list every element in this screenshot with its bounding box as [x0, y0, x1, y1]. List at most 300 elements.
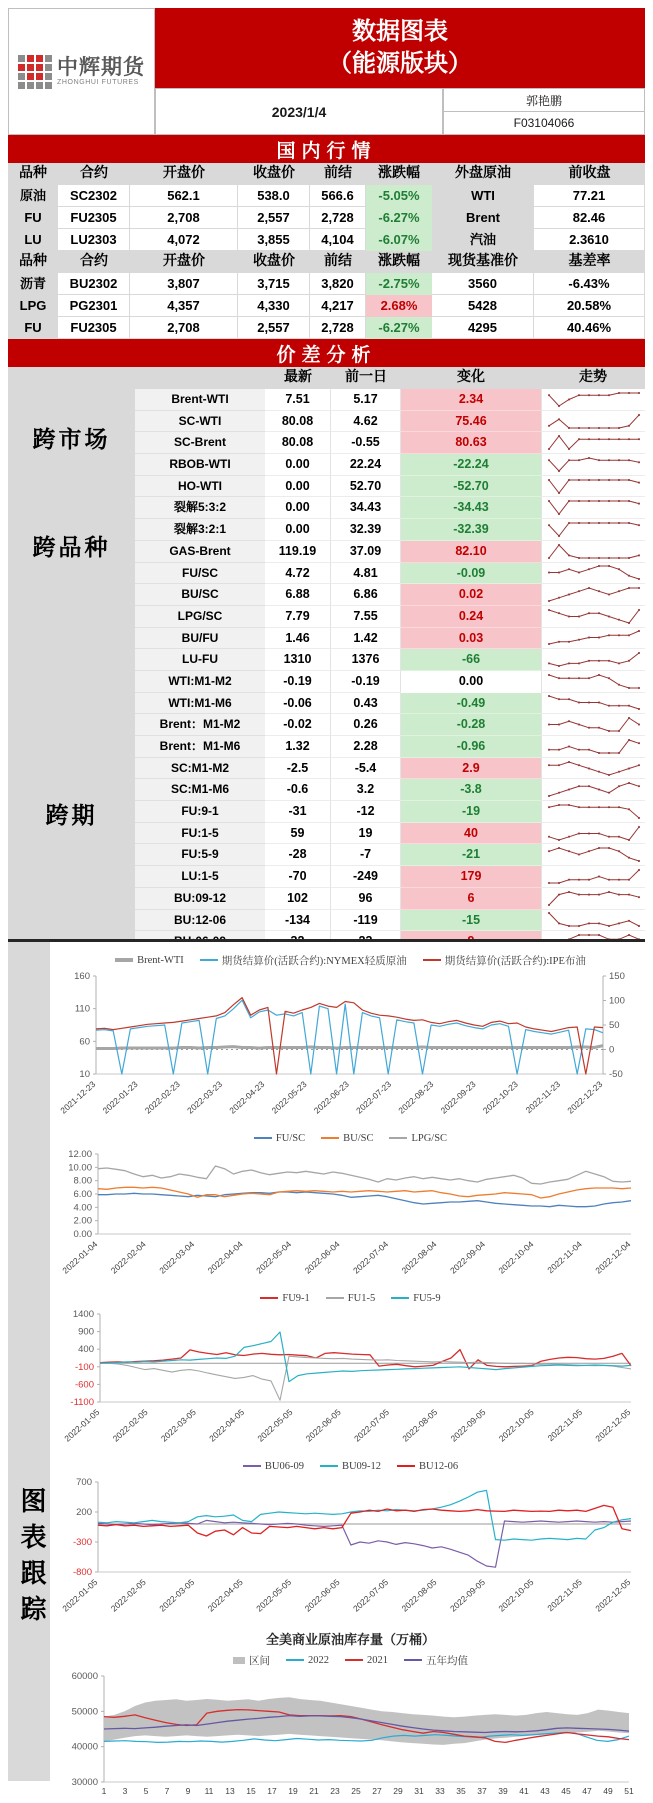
spread-name: BU/FU	[135, 628, 265, 650]
section-banner-domestic: 国内行情	[8, 135, 645, 163]
legend-swatch-icon	[200, 959, 218, 961]
cell-open: 562.1	[130, 185, 238, 207]
cell-variety: FU	[8, 317, 58, 339]
col-header-trend: 走势	[579, 370, 607, 385]
spread-latest: 0.00	[265, 519, 331, 541]
legend-label: FU9-1	[282, 1292, 310, 1304]
chart-legend	[56, 950, 645, 970]
spread-latest: -28	[265, 844, 331, 866]
svg-text:6.00: 6.00	[73, 1189, 92, 1200]
spread-change: -0.09	[401, 563, 541, 585]
spread-name: SC-Brent	[135, 432, 265, 454]
col-header-previous: 前一日	[345, 370, 387, 385]
spread-change: -21	[401, 844, 541, 866]
market-header-cell: 品种	[8, 251, 58, 273]
svg-text:2022-01-05: 2022-01-05	[60, 1577, 100, 1614]
legend-item	[233, 1653, 270, 1668]
spread-change: 0.02	[401, 584, 541, 606]
spread-change: 2.9	[401, 758, 541, 780]
svg-text:2022-09-05: 2022-09-05	[447, 1577, 487, 1614]
spread-latest: -0.06	[265, 693, 331, 715]
chart-plot	[56, 1670, 645, 1798]
svg-text:2022-06-04: 2022-06-04	[302, 1239, 342, 1276]
market-header-cell: 现货基准价	[432, 251, 534, 273]
spread-latest: 80.08	[265, 411, 331, 433]
legend-label: BU06-09	[264, 1460, 304, 1472]
table-row	[8, 317, 645, 339]
legend-label: Brent-WTI	[137, 954, 184, 966]
cell-open: 4,357	[130, 295, 238, 317]
spread-name: GAS-Brent	[135, 541, 265, 563]
cell-extra-2: -6.43%	[534, 273, 645, 295]
svg-text:10: 10	[79, 1069, 90, 1080]
spread-sparkline	[541, 497, 645, 519]
spread-latest: 59	[265, 823, 331, 845]
cell-variety: LPG	[8, 295, 58, 317]
svg-text:23: 23	[330, 1786, 340, 1796]
legend-item	[423, 953, 586, 968]
spread-sparkline	[541, 866, 645, 888]
spread-change: -52.70	[401, 476, 541, 498]
spread-name: FU:9-1	[135, 801, 265, 823]
svg-text:150: 150	[609, 971, 625, 982]
spread-change: -3.8	[401, 779, 541, 801]
legend-label: FU1-5	[347, 1292, 376, 1304]
legend-swatch-icon	[423, 959, 441, 961]
cell-extra-2: 40.46%	[534, 317, 645, 339]
svg-text:2022-10-05: 2022-10-05	[496, 1577, 536, 1614]
legend-item	[345, 1655, 388, 1666]
svg-text:2022-02-23: 2022-02-23	[142, 1079, 182, 1116]
svg-text:2022-04-23: 2022-04-23	[227, 1079, 267, 1116]
section-banner-spread: 价差分析	[8, 339, 645, 367]
table-row	[8, 295, 645, 317]
spread-change: 179	[401, 866, 541, 888]
market-header-cell: 前结	[310, 163, 366, 185]
spread-latest: -2.5	[265, 758, 331, 780]
spread-previous: 52.70	[331, 476, 401, 498]
spread-change: 75.46	[401, 411, 541, 433]
spread-previous: 96	[331, 888, 401, 910]
spread-sparkline	[541, 693, 645, 715]
svg-text:33: 33	[435, 1786, 445, 1796]
svg-text:160: 160	[74, 971, 90, 982]
report-title-line1: 数据图表	[352, 18, 448, 45]
charts-section	[8, 939, 645, 1796]
spread-change: 40	[401, 823, 541, 845]
spread-sparkline	[541, 389, 645, 411]
spread-latest: -0.19	[265, 671, 331, 693]
spread-previous: -0.19	[331, 671, 401, 693]
cell-contract: PG2301	[58, 295, 130, 317]
cell-change-pct: -2.75%	[366, 273, 432, 295]
spread-sparkline	[541, 671, 645, 693]
spread-change: -34.43	[401, 497, 541, 519]
svg-text:2022-04-05: 2022-04-05	[207, 1407, 247, 1444]
chart-plot	[56, 1308, 645, 1452]
svg-text:2022-09-23: 2022-09-23	[438, 1079, 478, 1116]
spread-name: RBOB-WTI	[135, 454, 265, 476]
svg-text:100: 100	[609, 995, 625, 1007]
market-header-cell: 收盘价	[238, 251, 310, 273]
spread-latest: 0.00	[265, 497, 331, 519]
svg-text:43: 43	[540, 1786, 550, 1796]
svg-text:2022-12-05: 2022-12-05	[593, 1407, 633, 1444]
spread-latest: 7.79	[265, 606, 331, 628]
chart-plot	[56, 970, 645, 1126]
chart-ratio-fu-bu-lpg-sc	[56, 1128, 645, 1286]
spread-previous: 7.55	[331, 606, 401, 628]
col-header-change: 变化	[457, 370, 485, 385]
cell-variety: 原油	[8, 185, 58, 207]
market-header-cell: 开盘价	[130, 163, 238, 185]
spread-change: 80.63	[401, 432, 541, 454]
spread-name: SC:M1-M6	[135, 779, 265, 801]
spread-sparkline	[541, 844, 645, 866]
chart-legend	[56, 1128, 645, 1148]
legend-swatch-icon	[397, 1465, 415, 1467]
legend-swatch-icon	[115, 958, 133, 962]
spread-name: 裂解3:2:1	[135, 519, 265, 541]
svg-text:3: 3	[122, 1786, 128, 1796]
legend-label: FU5-9	[413, 1292, 441, 1304]
chart-legend	[56, 1456, 645, 1476]
svg-text:35: 35	[456, 1786, 466, 1796]
spread-name: FU:5-9	[135, 844, 265, 866]
market-header-cell: 涨跌幅	[366, 251, 432, 273]
spread-previous: -5.4	[331, 758, 401, 780]
spread-change: -15	[401, 910, 541, 932]
svg-text:10.00: 10.00	[68, 1162, 92, 1174]
spread-previous: -7	[331, 844, 401, 866]
spread-sparkline	[541, 541, 645, 563]
svg-text:2022-06-05: 2022-06-05	[303, 1407, 343, 1444]
svg-text:2022-12-05: 2022-12-05	[593, 1577, 633, 1614]
spread-change: -32.39	[401, 519, 541, 541]
market-header-cell: 收盘价	[238, 163, 310, 185]
legend-item	[326, 1293, 375, 1304]
svg-text:1: 1	[101, 1786, 107, 1796]
spread-previous: 34.43	[331, 497, 401, 519]
legend-item	[404, 1653, 468, 1668]
cell-extra-2: 20.58%	[534, 295, 645, 317]
cell-extra-2: 2.3610	[534, 229, 645, 251]
cell-extra-1: 汽油	[432, 229, 534, 251]
legend-item	[200, 953, 407, 968]
svg-text:2022-05-05: 2022-05-05	[255, 1407, 295, 1444]
report-title	[155, 8, 645, 88]
cell-close: 2,557	[238, 317, 310, 339]
spread-latest: 6.88	[265, 584, 331, 606]
legend-swatch-icon	[345, 1659, 363, 1661]
legend-label: 区间	[249, 1655, 270, 1667]
svg-text:50: 50	[609, 1020, 620, 1031]
svg-text:2022-07-23: 2022-07-23	[354, 1079, 394, 1116]
legend-item	[254, 1133, 305, 1144]
table-row	[8, 273, 645, 295]
spread-name: Brent：M1-M6	[135, 736, 265, 758]
svg-text:2022-02-04: 2022-02-04	[108, 1239, 148, 1276]
col-header-latest: 最新	[284, 370, 312, 385]
spread-sparkline	[541, 649, 645, 671]
svg-text:2022-12-23: 2022-12-23	[565, 1079, 605, 1116]
legend-label: 五年均值	[426, 1655, 468, 1667]
cell-extra-2: 82.46	[534, 207, 645, 229]
cell-contract: LU2303	[58, 229, 130, 251]
cell-extra-1: WTI	[432, 185, 534, 207]
svg-text:2022-09-04: 2022-09-04	[447, 1239, 487, 1276]
spread-latest: 1310	[265, 649, 331, 671]
spread-latest: 102	[265, 888, 331, 910]
cell-prev-settle: 2,728	[310, 207, 366, 229]
svg-text:25: 25	[351, 1786, 361, 1796]
spread-latest: 119.19	[265, 541, 331, 563]
spread-latest: -0.02	[265, 714, 331, 736]
chart-brent-wti-spread	[56, 950, 645, 1128]
cell-close: 3,855	[238, 229, 310, 251]
svg-text:-300: -300	[72, 1537, 92, 1548]
spread-sparkline	[541, 736, 645, 758]
legend-label: BU12-06	[419, 1460, 459, 1472]
spread-name: BU/SC	[135, 584, 265, 606]
svg-text:2022-07-04: 2022-07-04	[351, 1239, 391, 1276]
report-header	[8, 8, 645, 135]
chart-title: 全美商业原油库存量（万桶）	[265, 1632, 435, 1647]
legend-label: FU/SC	[275, 1132, 306, 1144]
svg-text:2022-02-05: 2022-02-05	[108, 1577, 148, 1614]
spread-previous: 1376	[331, 649, 401, 671]
legend-label: 2022	[308, 1654, 329, 1666]
spread-name: LPG/SC	[135, 606, 265, 628]
chart-plot	[56, 1148, 645, 1286]
legend-item	[391, 1293, 440, 1304]
spread-sparkline	[541, 910, 645, 932]
svg-text:2022-05-05: 2022-05-05	[254, 1577, 294, 1614]
spread-sparkline	[541, 714, 645, 736]
cell-contract: BU2302	[58, 273, 130, 295]
svg-text:400: 400	[78, 1344, 94, 1356]
svg-text:7: 7	[164, 1786, 170, 1796]
spread-sparkline	[541, 628, 645, 650]
spread-sparkline	[541, 606, 645, 628]
spread-name: BU:09-12	[135, 888, 265, 910]
spread-previous: 32.39	[331, 519, 401, 541]
spread-group-column	[8, 389, 135, 953]
legend-label: LPG/SC	[411, 1132, 448, 1144]
spread-change: -22.24	[401, 454, 541, 476]
cell-close: 4,330	[238, 295, 310, 317]
spread-previous: 0.43	[331, 693, 401, 715]
spread-previous: -249	[331, 866, 401, 888]
cell-prev-settle: 4,104	[310, 229, 366, 251]
legend-item	[243, 1461, 304, 1472]
cell-open: 2,708	[130, 207, 238, 229]
legend-label: 期货结算价(活跃合约):NYMEX轻质原油	[221, 955, 407, 967]
spread-name: FU/SC	[135, 563, 265, 585]
svg-text:11: 11	[204, 1786, 214, 1796]
spread-change: -0.49	[401, 693, 541, 715]
svg-text:2022-10-04: 2022-10-04	[496, 1239, 536, 1276]
svg-text:2022-08-05: 2022-08-05	[400, 1407, 440, 1444]
spread-previous: 37.09	[331, 541, 401, 563]
spread-previous: -0.55	[331, 432, 401, 454]
spread-change: 0.03	[401, 628, 541, 650]
spread-change: 2.34	[401, 389, 541, 411]
svg-text:31: 31	[414, 1786, 424, 1796]
svg-text:2022-03-23: 2022-03-23	[185, 1079, 225, 1116]
svg-text:60000: 60000	[71, 1671, 98, 1682]
legend-swatch-icon	[286, 1659, 304, 1661]
cell-close: 538.0	[238, 185, 310, 207]
svg-text:2022-05-23: 2022-05-23	[269, 1079, 309, 1116]
svg-text:0.00: 0.00	[73, 1229, 92, 1240]
svg-text:2022-10-23: 2022-10-23	[480, 1079, 520, 1116]
legend-label: BU09-12	[341, 1460, 382, 1472]
svg-text:60: 60	[79, 1036, 90, 1048]
legend-swatch-icon	[233, 1657, 245, 1664]
spread-previous: 4.62	[331, 411, 401, 433]
analyst-name: 郭艳鹏	[443, 88, 645, 112]
market-header-cell: 基差率	[534, 251, 645, 273]
spread-sparkline	[541, 411, 645, 433]
legend-label: 期货结算价(活跃合约):IPE布油	[444, 955, 586, 967]
spread-latest: -134	[265, 910, 331, 932]
svg-text:19: 19	[288, 1786, 298, 1796]
svg-text:30000: 30000	[71, 1777, 98, 1788]
cell-change-pct: -5.05%	[366, 185, 432, 207]
spread-change: 0.24	[401, 606, 541, 628]
svg-text:47: 47	[582, 1786, 592, 1796]
spread-sparkline	[541, 584, 645, 606]
cell-prev-settle: 2,728	[310, 317, 366, 339]
svg-text:15: 15	[246, 1786, 256, 1796]
svg-text:17: 17	[267, 1786, 277, 1796]
report-top	[8, 8, 645, 953]
legend-swatch-icon	[260, 1297, 278, 1299]
cell-variety: LU	[8, 229, 58, 251]
market-header-cell: 涨跌幅	[366, 163, 432, 185]
spread-sparkline	[541, 454, 645, 476]
market-header-cell: 外盘原油	[432, 163, 534, 185]
cell-extra-2: 77.21	[534, 185, 645, 207]
spread-sparkline	[541, 779, 645, 801]
svg-text:2022-02-05: 2022-02-05	[110, 1407, 150, 1444]
svg-text:2022-03-05: 2022-03-05	[157, 1577, 197, 1614]
legend-label: 2021	[367, 1654, 388, 1666]
spread-analysis-table	[8, 367, 645, 953]
table-row	[8, 229, 645, 251]
svg-text:-800: -800	[72, 1567, 92, 1578]
market-header-cell: 前结	[310, 251, 366, 273]
svg-text:2022-06-05: 2022-06-05	[302, 1577, 342, 1614]
market-header-cell: 开盘价	[130, 251, 238, 273]
chart-bu-calendar-spreads	[56, 1456, 645, 1626]
svg-text:2022-03-04: 2022-03-04	[157, 1239, 197, 1276]
svg-text:700: 700	[76, 1477, 92, 1488]
market-header-cell: 合约	[58, 251, 130, 273]
group-label-cross-market: 跨市场	[32, 427, 111, 452]
svg-text:2022-08-04: 2022-08-04	[399, 1239, 439, 1276]
spread-previous: 19	[331, 823, 401, 845]
domestic-market-table	[8, 163, 645, 339]
spread-name: LU-FU	[135, 649, 265, 671]
legend-item	[115, 955, 184, 966]
svg-text:2022-04-05: 2022-04-05	[205, 1577, 245, 1614]
logo-name-cn: 中辉期货	[57, 55, 145, 79]
legend-item	[397, 1461, 458, 1472]
spread-name: 裂解5:3:2	[135, 497, 265, 519]
spread-previous: -12	[331, 801, 401, 823]
svg-text:900: 900	[78, 1326, 94, 1338]
cell-contract: SC2302	[58, 185, 130, 207]
spread-latest: 0.00	[265, 476, 331, 498]
market-header-row	[8, 163, 645, 185]
legend-swatch-icon	[321, 1137, 339, 1139]
svg-text:1400: 1400	[72, 1309, 94, 1320]
svg-text:5: 5	[143, 1786, 149, 1796]
spread-latest: 1.46	[265, 628, 331, 650]
svg-text:45: 45	[561, 1786, 571, 1796]
spread-previous: 22.24	[331, 454, 401, 476]
spread-previous: 3.2	[331, 779, 401, 801]
cell-variety: 沥青	[8, 273, 58, 295]
spread-table-header	[8, 367, 645, 389]
legend-swatch-icon	[404, 1659, 422, 1661]
spread-sparkline	[541, 823, 645, 845]
spread-latest: 0.00	[265, 454, 331, 476]
svg-text:2022-06-23: 2022-06-23	[311, 1079, 351, 1116]
svg-text:51: 51	[624, 1786, 634, 1796]
legend-swatch-icon	[391, 1297, 409, 1299]
svg-text:110: 110	[74, 1003, 90, 1015]
group-label-cross-commodity: 跨品种	[32, 535, 111, 560]
spread-name: Brent-WTI	[135, 389, 265, 411]
legend-swatch-icon	[326, 1297, 344, 1299]
spread-change: -0.96	[401, 736, 541, 758]
spread-change: 82.10	[401, 541, 541, 563]
svg-text:2022-08-05: 2022-08-05	[399, 1577, 439, 1614]
cell-change-pct: -6.07%	[366, 229, 432, 251]
legend-item	[260, 1293, 309, 1304]
spread-sparkline	[541, 563, 645, 585]
spread-change: -66	[401, 649, 541, 671]
svg-text:2022-01-05: 2022-01-05	[62, 1407, 102, 1444]
charts-sidebar-label: 图表跟踪	[17, 1487, 46, 1631]
svg-text:-1100: -1100	[70, 1397, 94, 1408]
svg-text:2022-11-23: 2022-11-23	[523, 1079, 563, 1116]
svg-text:27: 27	[372, 1786, 382, 1796]
chart-us-crude-inventory	[56, 1628, 645, 1796]
svg-text:2022-11-04: 2022-11-04	[545, 1239, 584, 1276]
spread-change: -19	[401, 801, 541, 823]
legend-swatch-icon	[243, 1465, 261, 1467]
spread-name: BU:12-06	[135, 910, 265, 932]
spread-latest: 1.32	[265, 736, 331, 758]
spread-latest: 80.08	[265, 432, 331, 454]
svg-text:2022-08-23: 2022-08-23	[396, 1079, 436, 1116]
svg-text:39: 39	[498, 1786, 508, 1796]
cell-close: 2,557	[238, 207, 310, 229]
spread-name: FU:1-5	[135, 823, 265, 845]
svg-text:2022-12-04: 2022-12-04	[593, 1239, 633, 1276]
cell-contract: FU2305	[58, 317, 130, 339]
table-row	[8, 207, 645, 229]
cell-open: 4,072	[130, 229, 238, 251]
spread-previous: -119	[331, 910, 401, 932]
svg-text:37: 37	[477, 1786, 487, 1796]
market-header-cell: 品种	[8, 163, 58, 185]
svg-text:2.00: 2.00	[73, 1215, 92, 1227]
